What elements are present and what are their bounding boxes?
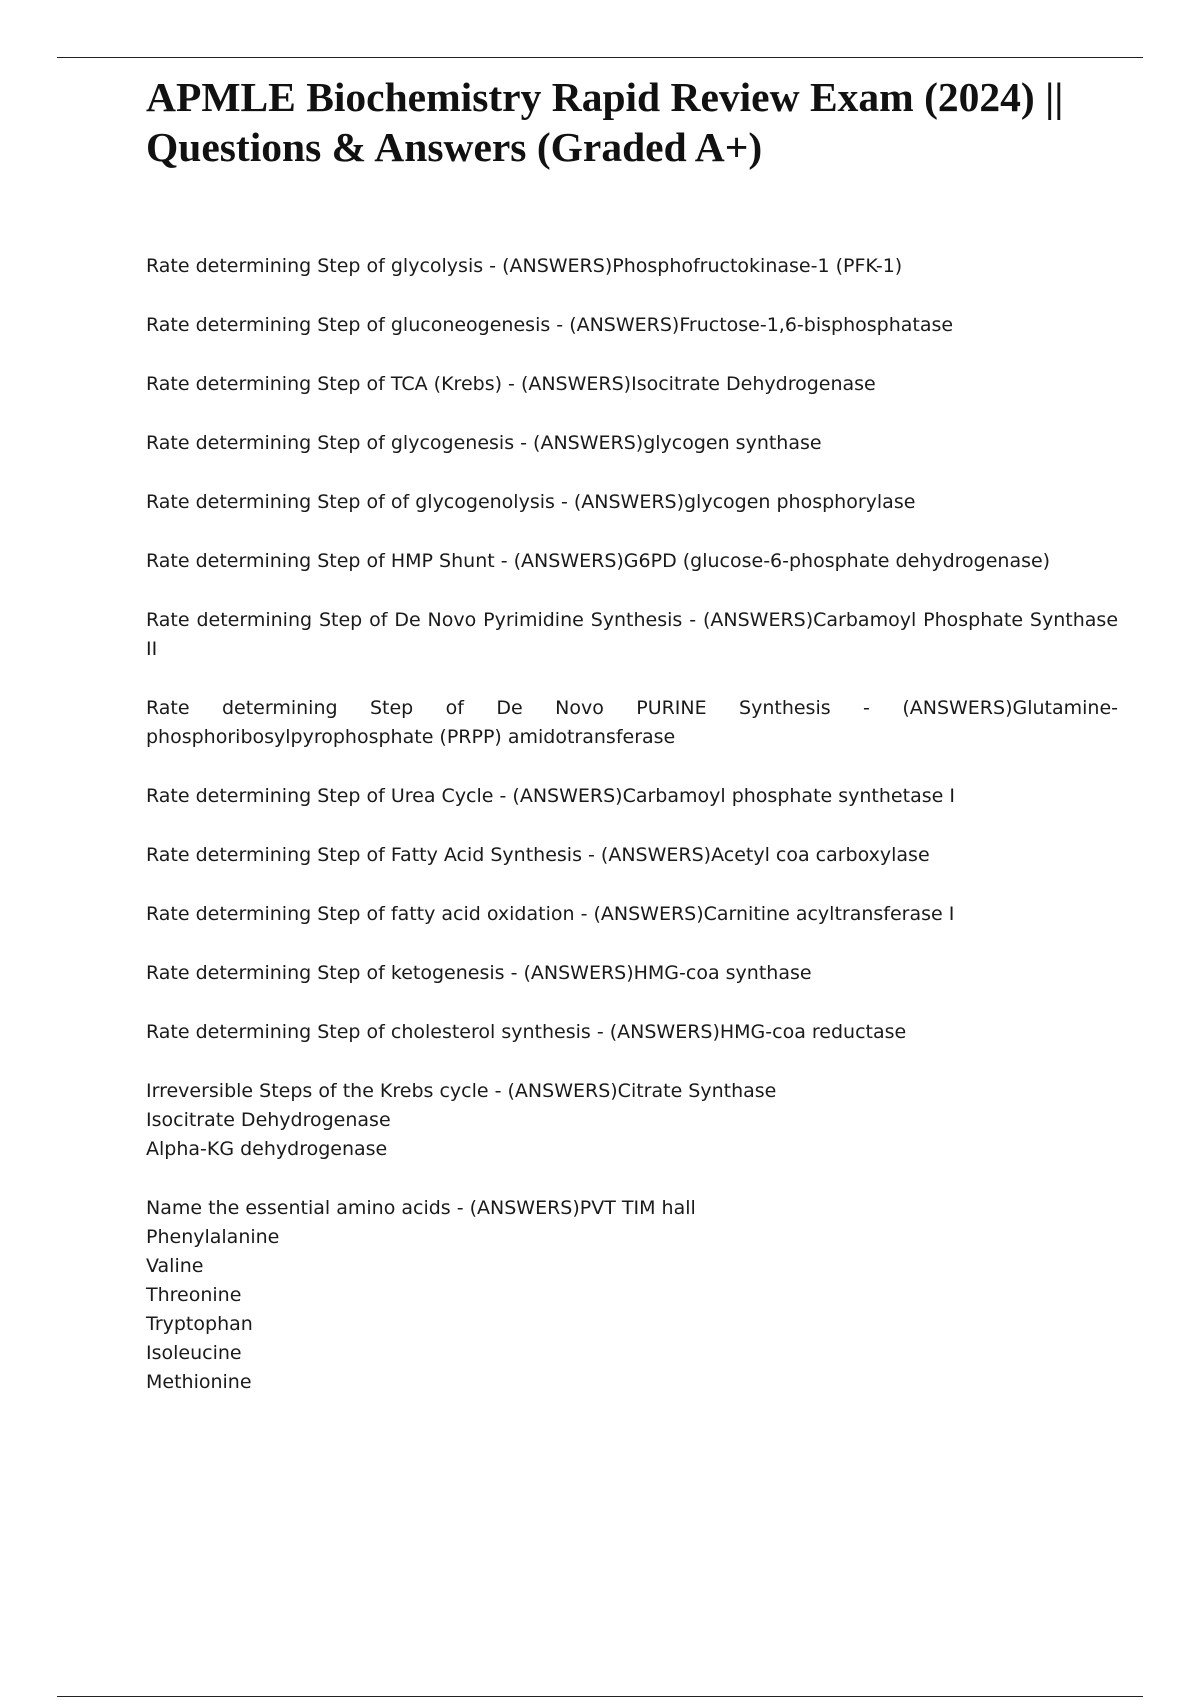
separator: - [581, 844, 601, 866]
question-text: Rate determining Step of glycolysis [146, 255, 484, 277]
question-text: Rate determining Step of gluconeogenesis [146, 314, 551, 336]
qa-list [146, 252, 1118, 1397]
answer-text: Carnitine acyltransferase I [703, 903, 955, 925]
qa-item [146, 959, 1118, 988]
answer-text: HMG-coa synthase [633, 962, 812, 984]
qa-item [146, 694, 1118, 752]
question-text: Rate determining Step of glycogenesis [146, 432, 515, 454]
question-text: Rate determining Step of of glycogenolysis [146, 491, 555, 513]
top-rule [57, 57, 1143, 58]
answer-line: Isoleucine [146, 1342, 242, 1364]
separator: - [550, 314, 570, 336]
answer-line: Phenylalanine [146, 1226, 280, 1248]
answer-text: Fructose-1,6-bisphosphatase [679, 314, 954, 336]
qa-item [146, 370, 1118, 399]
separator: - [504, 962, 524, 984]
answer-line: Alpha-KG dehydrogenase [146, 1138, 388, 1160]
separator: - [488, 1080, 508, 1102]
separator: - [554, 491, 574, 513]
answer-prefix: (ANSWERS) [520, 373, 632, 395]
answer-prefix: (ANSWERS) [593, 903, 704, 925]
question-text: Rate determining Step of De Novo PURINE Synthesis [146, 697, 831, 719]
question-text: Rate determining Step of fatty acid oxidation [146, 903, 575, 925]
answer-text: PVT TIM hall [579, 1197, 696, 1219]
answer-prefix: (ANSWERS) [523, 962, 634, 984]
qa-item [146, 841, 1118, 870]
answer-prefix: (ANSWERS) [573, 491, 684, 513]
qa-item-multiline [146, 1077, 1118, 1164]
qa-item-multiline [146, 1194, 1118, 1397]
qa-first-line [146, 1077, 1118, 1106]
answer-text: HMG-coa reductase [719, 1021, 907, 1043]
qa-item [146, 1018, 1118, 1047]
answer-text: Isocitrate Dehydrogenase [631, 373, 876, 395]
separator: - [830, 697, 903, 719]
bottom-rule [57, 1696, 1143, 1697]
answer-prefix: (ANSWERS) [469, 1197, 580, 1219]
answer-line: Isocitrate Dehydrogenase [146, 1109, 391, 1131]
document-title: APMLE Biochemistry Rapid Review Exam (2024) || Questions & Answers (Graded A+) [146, 74, 1064, 170]
answer-prefix: (ANSWERS) [507, 1080, 618, 1102]
answer-line: Threonine [146, 1284, 242, 1306]
separator: - [493, 785, 513, 807]
qa-item [146, 429, 1118, 458]
qa-item [146, 252, 1118, 281]
question-text: Irreversible Steps of the Krebs cycle [146, 1080, 489, 1102]
separator: - [450, 1197, 470, 1219]
qa-item [146, 900, 1118, 929]
qa-item [146, 311, 1118, 340]
answer-text: Citrate Synthase [617, 1080, 777, 1102]
answer-text: Acetyl coa carboxylase [711, 844, 930, 866]
separator: - [502, 373, 521, 395]
answer-prefix: (ANSWERS) [569, 314, 680, 336]
question-text: Rate determining Step of cholesterol synthesis [146, 1021, 591, 1043]
answer-prefix: (ANSWERS) [902, 697, 1013, 719]
answer-text: Glutamine-phosphoribosylpyrophosphate (PRPP) amidotransferase [146, 697, 1118, 748]
separator: - [494, 550, 514, 572]
answer-text: Carbamoyl phosphate synthetase I [622, 785, 955, 807]
answer-line: Tryptophan [146, 1313, 253, 1335]
qa-item [146, 488, 1118, 517]
question-text: Rate determining Step of HMP Shunt [146, 550, 495, 572]
qa-item [146, 547, 1118, 576]
answer-prefix: (ANSWERS) [702, 609, 814, 631]
separator: - [682, 609, 703, 631]
answer-prefix: (ANSWERS) [502, 255, 613, 277]
qa-item [146, 606, 1118, 664]
separator: - [574, 903, 594, 925]
question-text: Rate determining Step of Urea Cycle [146, 785, 494, 807]
document-body [146, 72, 1118, 1427]
answer-prefix: (ANSWERS) [513, 550, 624, 572]
answer-text: glycogen synthase [643, 432, 822, 454]
answer-text: glycogen phosphorylase [684, 491, 916, 513]
separator: - [483, 255, 503, 277]
answer-prefix: (ANSWERS) [512, 785, 623, 807]
answer-text: G6PD (glucose-6-phosphate dehydrogenase) [623, 550, 1051, 572]
question-text: Rate determining Step of ketogenesis [146, 962, 505, 984]
answer-prefix: (ANSWERS) [609, 1021, 720, 1043]
answer-prefix: (ANSWERS) [533, 432, 644, 454]
answer-line: Methionine [146, 1371, 252, 1393]
question-text: Rate determining Step of TCA (Krebs) [146, 373, 502, 395]
question-text: Name the essential amino acids [146, 1197, 451, 1219]
qa-first-line [146, 1194, 1118, 1223]
qa-item [146, 782, 1118, 811]
question-text: Rate determining Step of Fatty Acid Synthesis [146, 844, 582, 866]
answer-prefix: (ANSWERS) [600, 844, 712, 866]
answer-text: Carbamoyl Phosphate Synthase II [146, 609, 1119, 660]
answer-text: Phosphofructokinase-1 (PFK-1) [612, 255, 903, 277]
question-text: Rate determining Step of De Novo Pyrimidine Synthesis [146, 609, 683, 631]
answer-line: Valine [146, 1255, 204, 1277]
separator: - [590, 1021, 610, 1043]
separator: - [514, 432, 534, 454]
